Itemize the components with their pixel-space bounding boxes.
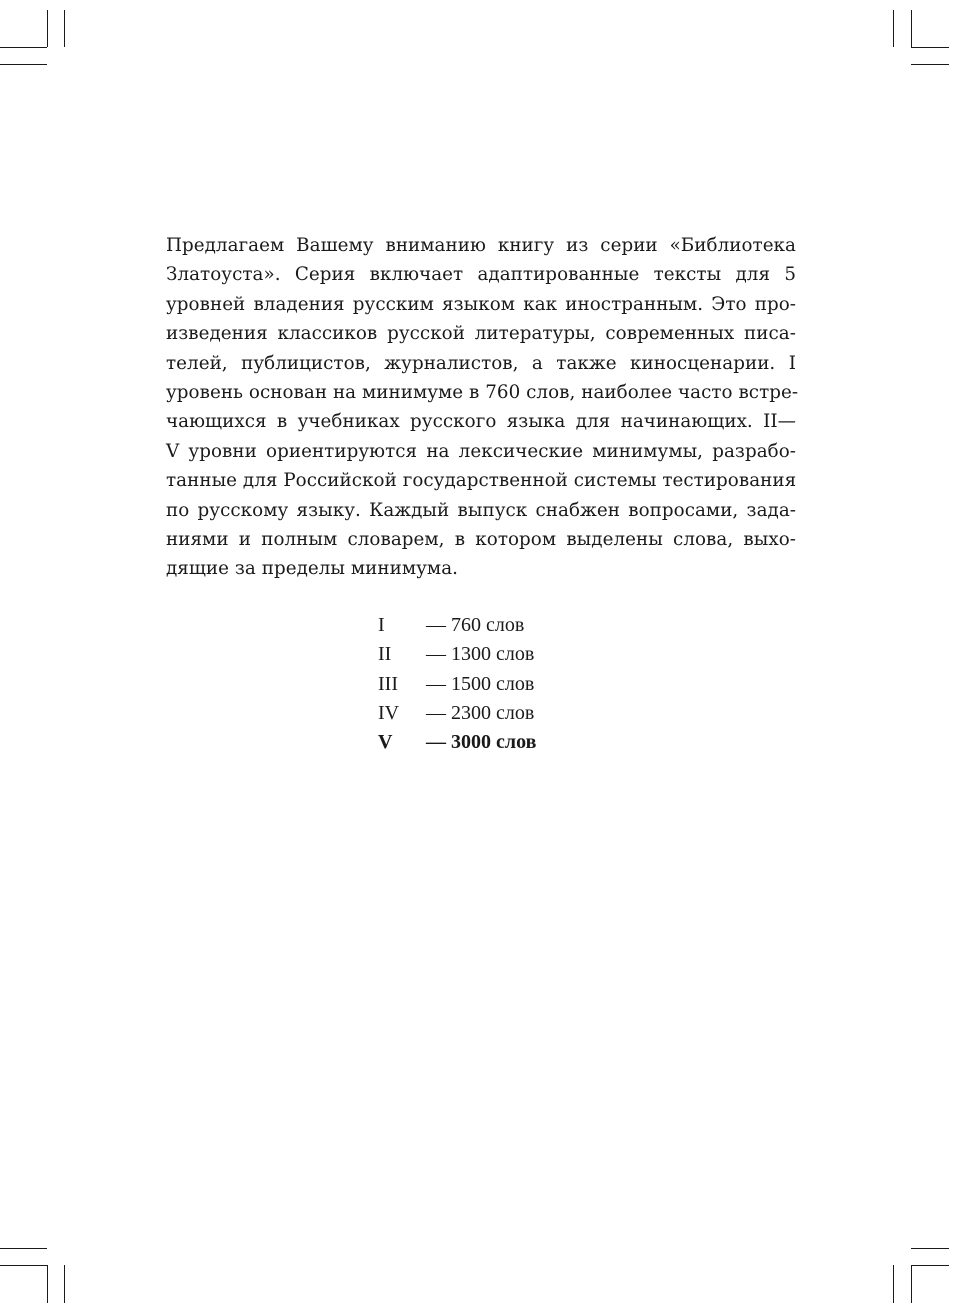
level-row-highlighted xyxy=(378,728,536,757)
level-list xyxy=(378,611,536,757)
crop-mark xyxy=(893,1265,894,1303)
paragraph-line: дящие за пределы минимума. xyxy=(166,558,459,580)
level-row xyxy=(378,640,536,669)
paragraph-line: чающихся в учебниках русского языка для начинающих. II— xyxy=(166,411,796,433)
paragraph-line: уровень основан на минимуме в 760 слов, наиболее часто встре- xyxy=(166,382,799,404)
intro-paragraph xyxy=(166,231,799,584)
level-row xyxy=(378,699,536,728)
paragraph-line: V уровни ориентируются на лексические минимумы, разрабо- xyxy=(166,440,796,462)
paragraph-line: телей, публицистов, журналистов, а также киносценарии. I xyxy=(166,352,796,374)
paragraph-line: танные для Российской государственной системы тестирования xyxy=(166,470,797,492)
crop-mark xyxy=(0,1265,47,1266)
crop-mark xyxy=(47,1265,48,1303)
crop-mark xyxy=(911,64,949,65)
paragraph-line: Предлагаем Вашему вниманию книгу из серии «Библиотека xyxy=(166,235,796,256)
paragraph-line: изведения классиков русской литературы, современных писа- xyxy=(166,323,796,345)
crop-mark xyxy=(0,47,47,48)
level-word-count: — 760 слов xyxy=(426,614,525,636)
crop-mark xyxy=(64,10,65,47)
crop-mark xyxy=(64,1265,65,1303)
level-row xyxy=(378,611,536,640)
crop-mark xyxy=(0,1248,47,1249)
crop-mark xyxy=(47,10,48,47)
level-row xyxy=(378,670,536,699)
crop-mark xyxy=(911,1248,949,1249)
level-number: IV xyxy=(378,701,400,724)
crop-mark xyxy=(0,64,47,65)
level-number: V xyxy=(378,731,393,754)
level-word-count: — 1300 слов xyxy=(426,643,535,666)
level-number: I xyxy=(378,614,385,636)
crop-mark xyxy=(911,10,912,47)
crop-mark xyxy=(893,10,894,47)
crop-mark xyxy=(911,1265,912,1303)
level-word-count: — 1500 слов xyxy=(426,672,535,695)
paragraph-line: уровней владения русским языком как иностранным. Это про- xyxy=(166,293,796,315)
level-number: II xyxy=(378,643,392,666)
level-number: III xyxy=(378,672,398,695)
crop-mark xyxy=(911,47,949,48)
crop-mark xyxy=(911,1265,949,1266)
level-word-count: — 3000 слов xyxy=(426,731,537,754)
paragraph-line: Златоуста». Серия включает адаптированные тексты для 5 xyxy=(166,264,796,286)
paragraph-line: ниями и полным словарем, в котором выделены слова, выхо- xyxy=(166,529,796,551)
paragraph-line: по русскому языку. Каждый выпуск снабжен вопросами, зада- xyxy=(166,499,796,521)
level-word-count: — 2300 слов xyxy=(426,701,535,724)
